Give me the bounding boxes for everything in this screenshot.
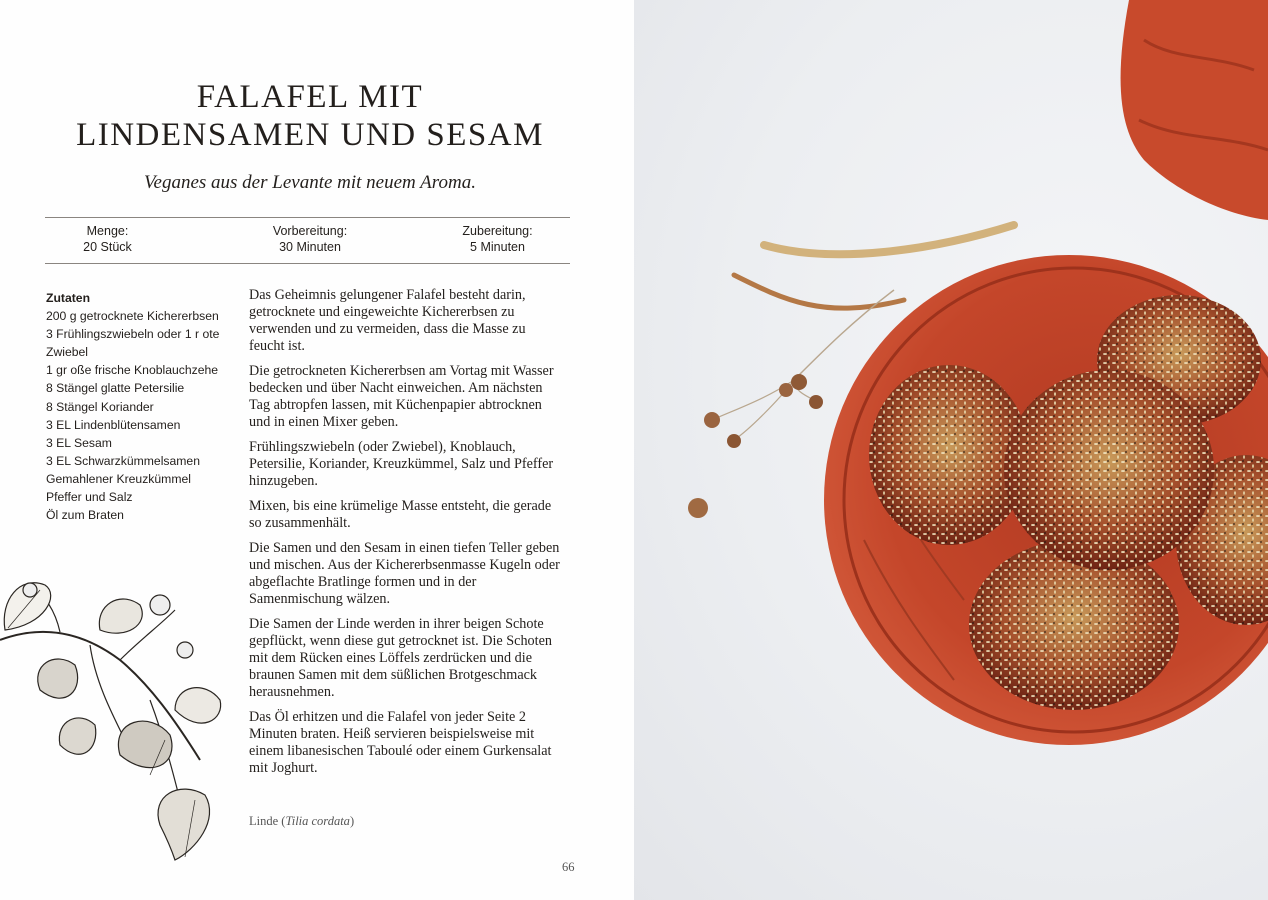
ingredient-item: Pfeffer und Salz (46, 490, 133, 505)
ingredients-list (46, 289, 231, 524)
meta-cooking: Zubereitung: 5 Minuten (462, 224, 533, 254)
meta-quantity: Menge: 20 Stück (83, 224, 132, 254)
ingredients-heading: Zutaten (46, 291, 91, 305)
ingredient-item: 3 EL Schwarzkümmelsamen (46, 453, 200, 468)
instruction-paragraph: Die getrockneten Kichererbsen am Vortag mit Wasser bedecken und über Nacht einweichen. Am nächsten Tag abtropfen lassen, mit Küchenpapier abtrocknen und in einen Mixer geben. (249, 363, 554, 430)
instruction-paragraph: Das Öl erhitzen und die Falafel von jeder Seite 2 Minuten braten. Heiß servieren beispielsweise mit einem libanesischen Taboulé oder einem Gurkensalat mit Joghurt. (249, 709, 552, 776)
ingredient-item: 1 gr oße frische Knoblauchzehe (46, 363, 219, 378)
instruction-paragraph: Die Samen und den Sesam in einen tiefen Teller geben und mischen. Aus der Kichererbsenmasse Kugeln oder abgeflachte Bratlinge formen und in der Samenmischung wälzen. (249, 540, 560, 607)
instruction-paragraph: Die Samen der Linde werden in ihrer beigen Schote gepflückt, wenn diese gut getrocknet ist. Die Schoten mit dem Rücken eines Löffels zerdrücken und die braunen Samen mit dem süßlichen Brotgeschmack herausnehmen. (249, 616, 552, 700)
meta-preparation: Vorbereitung: 30 Minuten (272, 224, 348, 254)
recipe-meta-bar (45, 217, 570, 264)
linden-branch-illustration (0, 570, 230, 865)
instruction-paragraph: Mixen, bis eine krümelige Masse entsteht, die gerade so zusammenhält. (249, 498, 552, 531)
recipe-subtitle: Veganes aus der Levante mit neuem Aroma. (144, 172, 476, 193)
instructions-text (249, 287, 561, 785)
instruction-paragraph: Das Geheimnis gelungener Falafel besteht darin, getrocknete und eingeweichte Kichererbsen zu verwenden und zu vermeiden, dass die Masse zu feucht ist. (249, 287, 526, 354)
ingredient-item: Öl zum Braten (46, 508, 124, 523)
instruction-paragraph: Frühlingszwiebeln (oder Zwiebel), Knoblauch, Petersilie, Koriander, Kreuzkümmel, Salz und Pfeffer hinzugeben. (249, 439, 554, 489)
ingredient-item: 8 Stängel glatte Petersilie (46, 381, 185, 396)
right-page (634, 0, 1268, 900)
ingredient-item: 8 Stängel Koriander (46, 399, 154, 414)
ingredient-item: 200 g getrocknete Kichererbsen (46, 309, 219, 324)
illustration-caption: Linde (Tilia cordata) (249, 814, 355, 828)
ingredient-item: 3 EL Lindenblütensamen (46, 417, 181, 432)
recipe-title: FALAFEL MIT LINDENSAMEN UND SESAM (76, 79, 544, 153)
ingredient-item: Gemahlener Kreuzkümmel (46, 471, 191, 486)
ingredient-item: 3 Frühlingszwiebeln oder 1 r ote Zwiebel (46, 327, 220, 360)
page-number: 66 (562, 860, 575, 874)
falafel-bowl-photo (634, 0, 1268, 900)
ingredient-item: 3 EL Sesam (46, 435, 112, 450)
